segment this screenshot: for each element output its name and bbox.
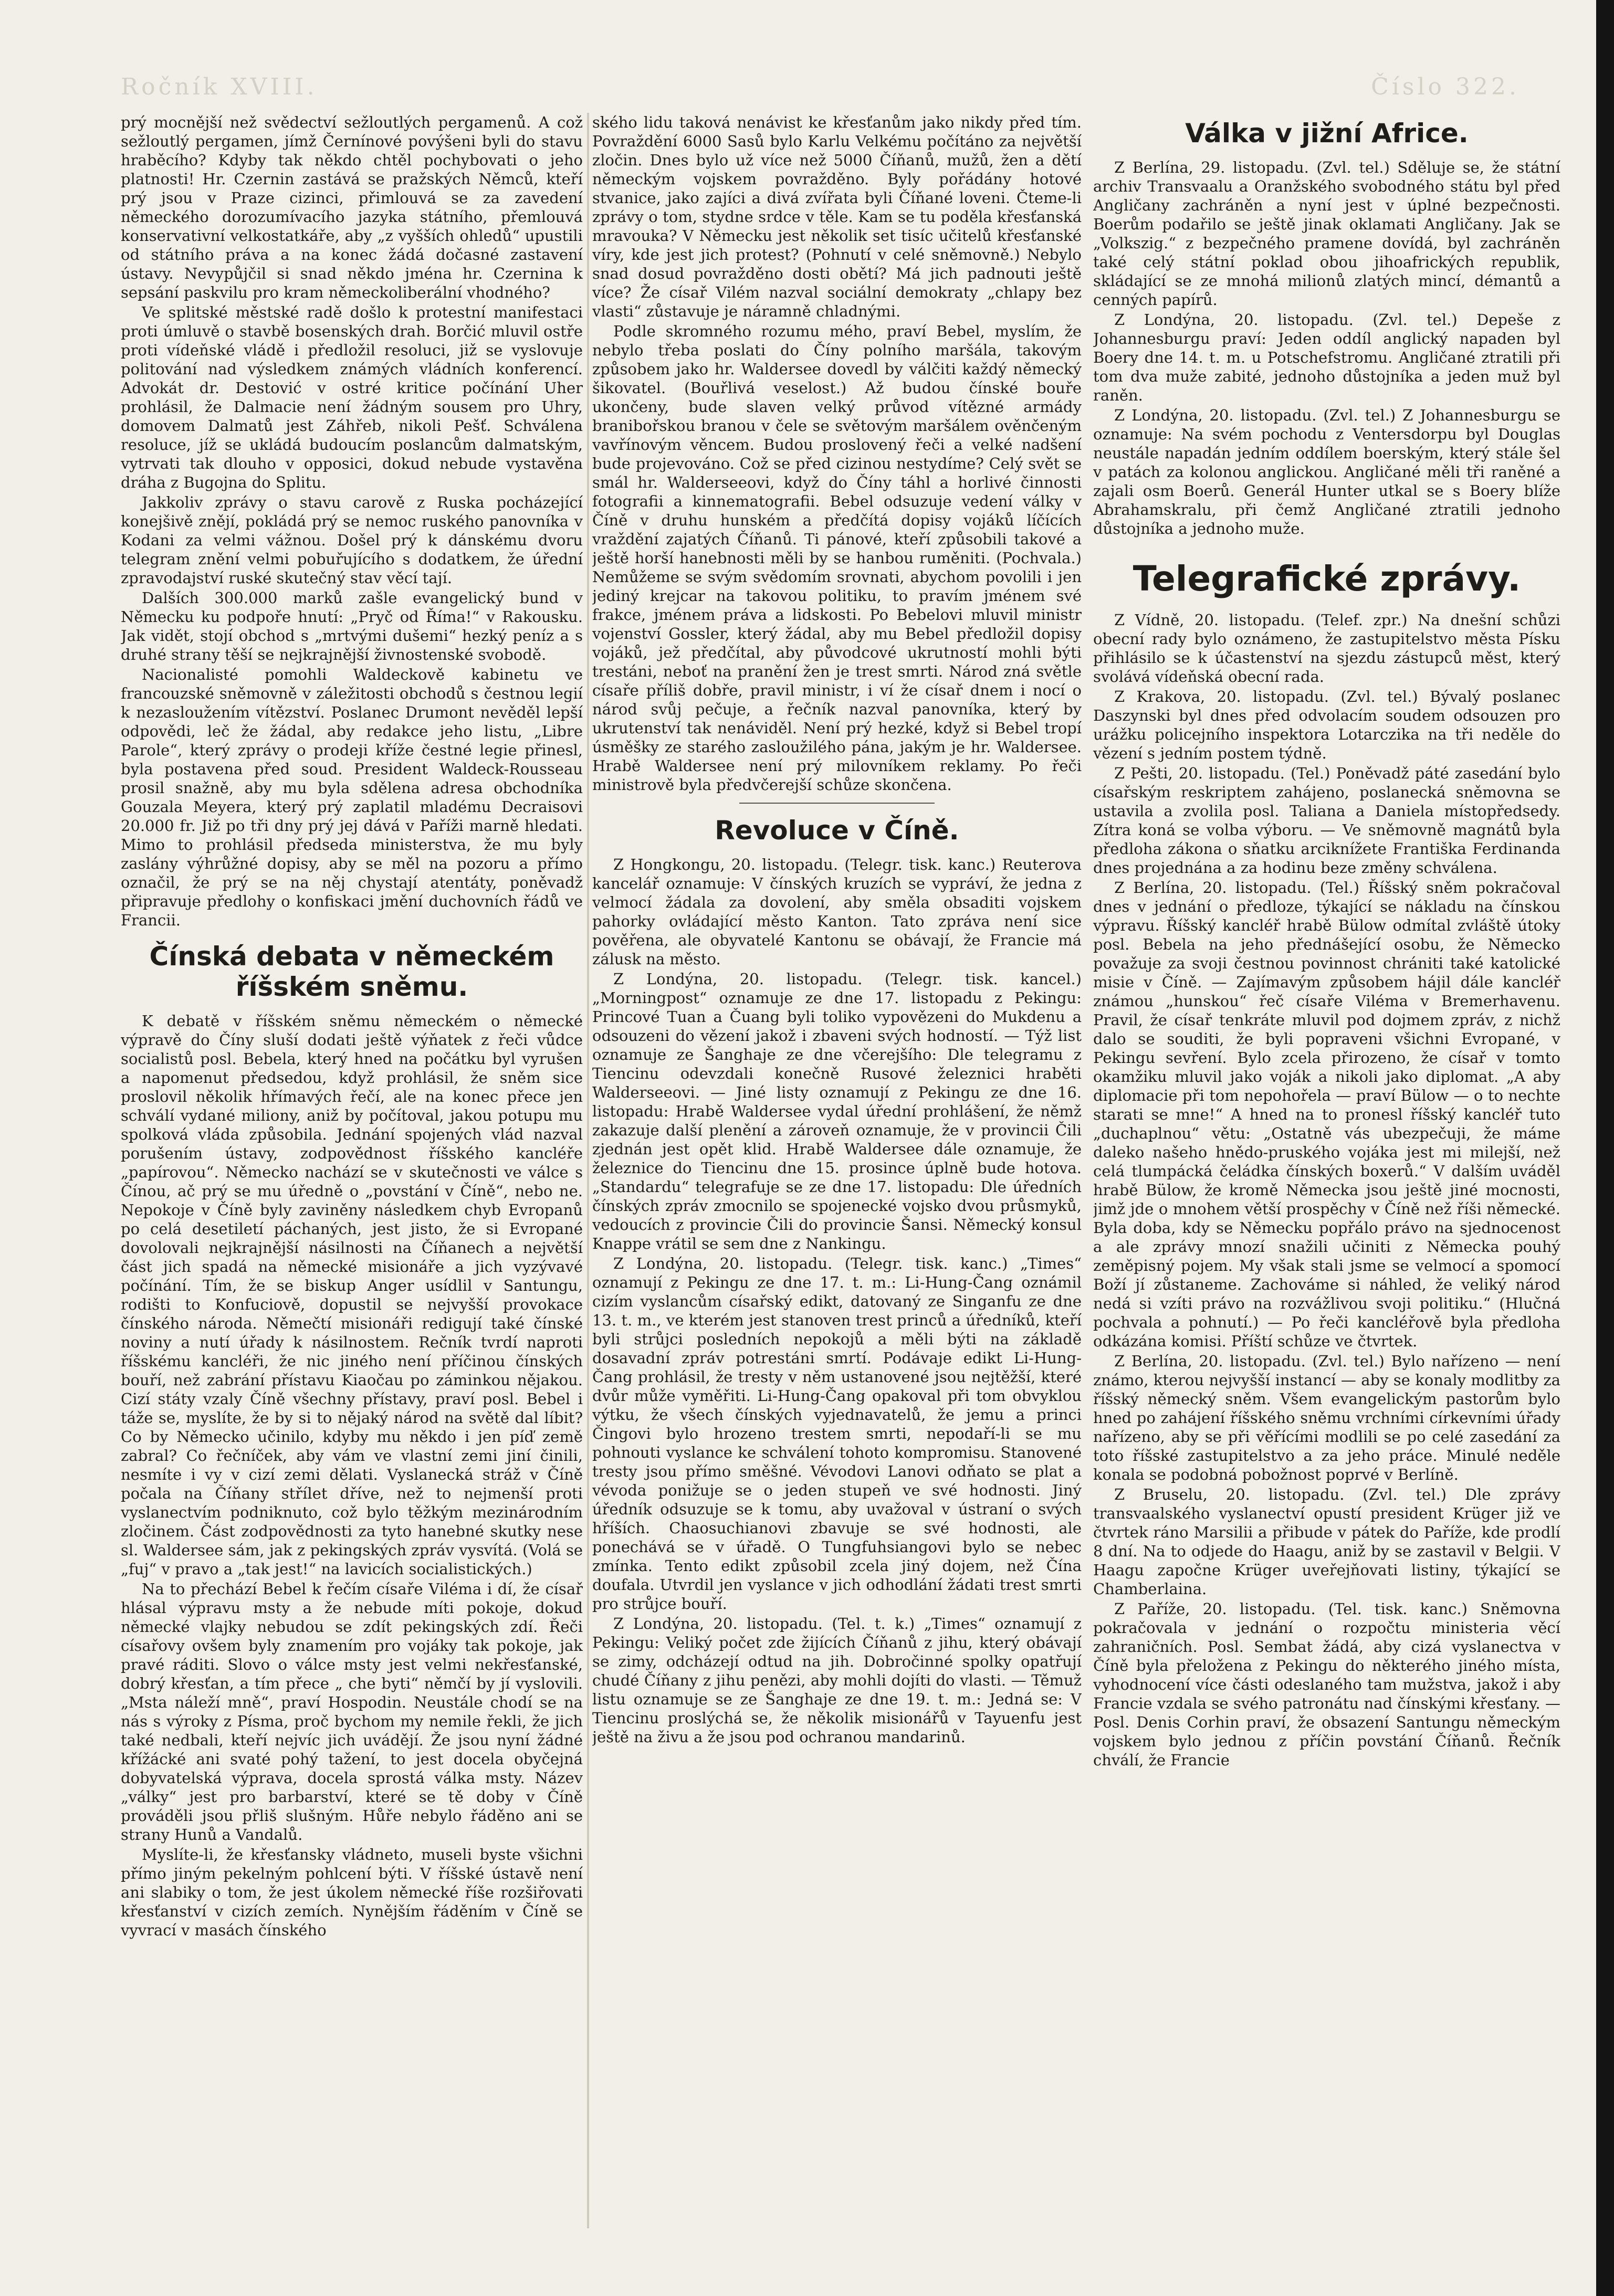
article-heading-telegraph: Telegrafické zprávy. xyxy=(1133,559,1521,599)
column-1 xyxy=(121,113,583,2218)
col2-paragraph-2: Podle skromného rozumu mého, praví Bebel, myslím, že nebylo třeba poslati do Číny polního maršála, takovým způsobem jako hr. Waldersee dovedl by válčiti každý německý šikovatel. (Bouřlivá veselost.) Až budou čínské bouře ukončeny, bude slaven velký průvod vítězné armády branibořskou branou v čele se světovým maršálem ověnčeným vavřínovým věncem. Budou proslovený řeči a velké nadšení bude projevováno. Což se před cizinou nestydíme? Celý svět se smál hr. Walderseeovi, když do Číny táhl a horlivé činnosti fotografii a kinnematografii. Bebel odsuzuje vedení války v Číně v druhu hunském a předčítá dopisy vojáků líčících vraždění zajatých Číňanů. Ti pánové, kteří způsobili takové a ještě horší hanebnosti měli by se hanbou ruměniti. (Pochvala.) Nemůžeme se svým svědomím srovnati, abychom povolili i jen jediný krejcar na takovou politiku, to pravím jménem své frakce, jménem práva a lidskosti. Po Bebelovi mluvil ministr vojenství Gossler, který žádal, aby mu Bebel předložil dopisy vojáků, jež předčítal, aby původcové ukrutností mohli býti trestáni, neboť na pranění žen je trest smrti. Národ zná světle císaře příliš dobře, pravil ministr, i ví že císař dnem i nocí o národ svůj pečuje, a řečník nazval panovníka, který by ukrutenství tak nenáviděl. Není prý hezké, když si Bebel tropí úsměšky ze starého zasloužilého pána, jakým je hr. Waldersee. Hrabě Waldersee není prý milovníkem reklamy. Po řeči ministrově byla předvčerejší schůze skončena. xyxy=(592,322,1082,794)
article-heading-revolution: Revoluce v Číně. xyxy=(715,815,959,846)
col3-paragraph-9: Z Bruselu, 20. listopadu. (Zvl. tel.) Dle zprávy transvaalského vyslanectví opustí president Krüger již ve čtvrtek ráno Marsilii a přibude v pátek do Paříže, kde prodlí 8 dní. Na to odjede do Haagu, aniž by se zastavil v Belgii. V Haagu započne Krüger uveřejňovati listiny, týkající se Chamberlaina. xyxy=(1093,1486,1560,1598)
col1-paragraph-7: Na to přechází Bebel k řečím císaře Viléma i dí, že císař hlásal výpravu msty a že nebude míti pokoje, dokud německé vlajky nebudou se zdít pekingských zdí. Řeči císařovy ovšem byly znamením pro vojáky tak pokoje, jak pravé ráditi. Slovo o válce msty jest velmi nekřesťanské, dobrý křesťan, a tím přece „ che byti“ němčí by jí vyslovili. „Msta náleží mně“, praví Hospodin. Neustále chodí se na nás s výroky z Písma, proč bychom my nemile řekli, že jich také nedbali, kteří nejvíc jich uvádějí. Že jsou nyní žádné křížácké ani svaté pohý tažení, to jest docela obyčejná dobyvatelská výprava, docela sprostá válka msty. Název „války“ jest pro barbarství, které se tě doby v Číně prováděli jsou přliš slušným. Hůře nebylo řáděno ani se strany Hunů a Vandalů. xyxy=(121,1580,583,1844)
column-3 xyxy=(1093,113,1560,2218)
col3-paragraph-7: Z Berlína, 20. listopadu. (Tel.) Říšský sněm pokračoval dnes v jednání o předloze, týkající se nákladu na čínskou výpravu. Říšský kancléř hrabě Bülow odmítal zvláště útoky posl. Bebela na jeho přednášející osobu, že Německo považuje za svoji čestnou povinnost chrániti také katolické misie v Číně. — Zajímavým způsobem hájil dále kancléř známou „hunskou“ řeč císaře Viléma v Bremerhavenu. Pravil, že císař tenkráte mluvil pod dojmem zpráv, z nichž dalo se souditi, že byli popraveni všichni Evropané, v Pekingu sevření. Bylo zcela přirozeno, že císař v tomto okamžiku mluvil jako voják a nikoli jako diplomat. „A aby diplomacie při tom nepohořela — praví Bülow — o to nechte starati se mne!“ A hned na to pronesl říšský kancléř tuto „duchaplnou“ větu: „Ostatně vás ubezpečuji, že máme daleko našeho hnědo-pruského vojáka jest mi milejší, než celá tlumpácká čeládka čínských boxerů.“ V dalším uváděl hrabě Bülow, že kromě Německa jsou ještě jiné mocnosti, jimž jde o mnohem větší prospěchy v Číně než říši německé. Byla doba, kdy se Německu popřálo právo na sjednocenost a ale zprávy mnozí snažili učiniti z Německa pouhý zeměpisný pojem. My však stali jsme se velmocí a spomocí Boží jí zůstaneme. Zachováme si náhled, že veliký národ nedá si vzíti právo na rozvážlivou svoji politiku.“ (Hlučná pochvala a pohnutí.) — Po řeči kancléřově byla předloha odkázána komisi. Příští schůze ve čtvrtek. xyxy=(1093,879,1560,1350)
col3-paragraph-8: Z Berlína, 20. listopadu. (Zvl. tel.) Bylo nařízeno — není známo, kterou nejvyšší instancí — aby se konaly modlitby za říšský německý sněm. Všem evangelickým pastorům bylo hned po zahájení říšského sněmu vrchními církevními úřady nařízeno, aby se při věřícími modlili se po celé zasedání za toto říšské zastupitelstvo a za jeho práce. Minulé neděle konala se podobná pobožnost poprvé v Berlíně. xyxy=(1093,1352,1560,1483)
article-heading-china-debate: Čínská debata v německém říšském sněmu. xyxy=(149,941,554,1002)
col1-paragraph-3: Jakkoliv zprávy o stavu carově z Ruska pocházející konejšivě znějí, pokládá prý se nemoc ruského panovníka v Kodani za velmi vážnou. Došel prý k dánskému dvoru telegram znění velmi pobuřujícího s dodatkem, že úřední zpravodajství ruské skutečný stav věcí tají. xyxy=(121,493,583,587)
col3-paragraph-2: Z Londýna, 20. listopadu. (Zvl. tel.) Depeše z Johannesburgu praví: Jeden oddíl anglický napaden byl Boery dne 14. t. m. u Potschefstromu. Angličané ztratili při tom dva muže zabité, jednoho důstojníka a jeden muž byl raněn. xyxy=(1093,311,1560,404)
col2-paragraph-5: Z Londýna, 20. listopadu. (Telegr. tisk. kanc.) „Times“ oznamují z Pekingu ze dne 17. t. m.: Li-Hung-Čang oznámil cizím vyslancům císařský edikt, datovaný ze Singanfu ze dne 13. t. m., ve kterém jest stanoven trest princů a úředníků, kteří byli strůjci posledních nepokojů a měli býti na základě dosavadní zpráv potrestáni smrtí. Podávaje edikt Li-Hung-Čang prohlásil, že tresty v něm ustanovené jsou nejtěžší, které dvůr může vyměřiti. Li-Hung-Čang opakoval při tom obvyklou výtku, že všech čínských vyjednavatelů, že jemu a princi Čingovi bylo hrozeno trestem smrti, nepodaří-li se mu pohnouti vyslance ke schválení tohoto kompromisu. Stanovené tresty jsou přímo směšné. Vévodovi Lanovi odňato se plat a vévoda ponižuje se o jeden stupeň ve své hodnosti. Jiný úředník odsuzuje se k tomu, aby uvažoval v ústraní o svých hříších. Chaosuchianovi zbavuje se své hodnosti, ale ponechává se v úřadě. O Tungfuhsiangovi bylo se nebec zmínka. Tento edikt způsobil zcela jiný dojem, než Čína doufala. Utvrdil jen vyslance v jich odhodlání žádati trest smrti pro strůjce bouří. xyxy=(592,1255,1082,1613)
col3-paragraph-10: Z Paříže, 20. listopadu. (Tel. tisk. kanc.) Sněmovna pokračovala v jednání o rozpočtu ministeria věcí zahraničních. Posl. Sembat žádá, aby cizá vyslanectva v Číně byla přeložena z Pekingu do některého jiného místa, vyhodnocení více části odeslaného tam mužstva, jakož i aby Francie vzdala se svého patronátu nad čínskými křesťany. — Posl. Denis Corhin praví, že obsazení Santungu německým vojskem bylo jednou z příčin povstání Číňanů. Řečník chválí, že Francie xyxy=(1093,1600,1560,1769)
section-rule xyxy=(739,803,935,804)
bleed-through-header xyxy=(121,73,1519,105)
col1-paragraph-5: Nacionalisté pomohli Waldeckově kabinetu ve francouzské sněmovně v záležitosti obchodů s čestnou legií k nezasloužením vítězství. Poslanec Drumont nevěděl lepší odpovědi, leč že žádal, aby redakce jeho listu, „Libre Parole“, který zprávy o prodeji kříže čestné legie přinesl, byla postavena před soud. President Waldeck-Rousseau prosil snažně, aby mu byla sdělena adresa obchodníka Gouzala Meyera, který prý zaplatil mladému Decraisovi 20.000 fr. Již po tři dny prý jej dává v Paříži marně hledati. Mimo to prohlásil předseda ministerstva, že mu byly zaslány výhrůžné dopisy, aby se měl na pozoru a přímo označil, že prý se na něj chystají atentáty, poněvadž připravuje předlohy o konfiskaci jmění duchovních řádů ve Francii. xyxy=(121,666,583,929)
col2-paragraph-4: Z Londýna, 20. listopadu. (Telegr. tisk. kancel.) „Morningpost“ oznamuje ze dne 17. listopadu z Pekingu: Princové Tuan a Čuang byli toliko vypovězeni do Mukdenu a odsouzeni do vězení jakož i zbaveni svých hodností. — Týž list oznamuje ze Šanghaje ze dne včerejšího: Dle telegramu z Tiencinu odevzdali konečně Rusové železnici hraběti Walderseeovi. — Jiné listy oznamují z Pekingu ze dne 16. listopadu: Hrabě Waldersee vydal úřední prohlášení, že němž zakazuje další plenění a zároveň oznamuje, že v provincii Čili zjednán jest opět klid. Hrabě Waldersee dále oznamuje, že železnice do Tiencinu dne 15. prosince úplně bude hotova. „Standardu“ telegrafuje se ze dne 17. listopadu: Dle úředních čínských zpráv zmocnilo se spojenecké vojsko dvou průsmyků, vedoucích z provincie Čili do provincie Šansi. Německý konsul Knappe vrátil se sem dne z Nankingu. xyxy=(592,970,1082,1252)
col3-paragraph-6: Z Pešti, 20. listopadu. (Tel.) Poněvadž páté zasedání bylo císařským reskriptem zahájeno, poslanecká sněmovna se ustavila a zvolila posl. Taliana a Daniela místopředsedy. Zítra koná se volba výboru. — Ve sněmovně magnátů byla předloha zákona o sňatku arciknížete Františka Ferdinanda dnes projednána a za hodinu beze změny schválena. xyxy=(1093,764,1560,877)
article-heading-south-africa: Válka v jižní Africe. xyxy=(1185,118,1469,149)
column-fold xyxy=(587,113,589,2228)
col1-paragraph-2: Ve splitské městské radě došlo k protestní manifestaci proti úmluvě o stavbě bosenských drah. Borčić mluvil ostře proti vídeňské vládě i předložil resoluci, již se vyslovuje politování nad výsledkem známých vládních konferencí. Advokát dr. Destović v ostré kritice počínání Uher prohlásil, že Dalmacie není žádným sousem pro Uhry, domovem Dalmatů jest Záhřeb, nikoli Pešť. Schválena resoluce, jíž se ukládá budoucím poslancům dalmatským, vytrvati tak dlouho v opposici, dokud nebude vystavěna dráha z Bugojna do Splitu. xyxy=(121,303,583,491)
col1-paragraph-1: prý mocnější než svědectví sežloutlých pergamenů. A což sežloutlý pergamen, jímž Černínové povýšeni byli do stavu hraběcího? Kdyby tak někdo chtěl pochybovati o jeho platnosti! Hr. Czernin zastává se pražských Němců, kteří prý jsou v Praze cizinci, přimlouvá se za zavedení německého dorozumívacího jazyka státního, přemlouvá konservativní velkostatkáře, aby „z vyšších ohledů“ upustili od státního práva a na konec žádá dočasné zastavení ústavy. Nevypůjčil si snad někdo jména hr. Czernina k sepsání paskvilu pro kram německoliberální vhodného? xyxy=(121,113,583,301)
col2-paragraph-6: Z Londýna, 20. listopadu. (Tel. t. k.) „Times“ oznamují z Pekingu: Veliký počet zde žijících Číňanů z jihu, který obávají se zimy, odcházejí odtud na jih. Dobročinné spolky opatřují chudé Číňany z jihu penězi, aby mohli dojíti do vlasti. — Těmuž listu oznamuje se ze Šanghaje ze dne 19. t. m.: Jedná se: V Tiencinu proslýchá se, že několik misionářů v Tayuenfu jest ještě na živu a že jsou pod ochranou mandarinů. xyxy=(592,1615,1082,1746)
col3-paragraph-3: Z Londýna, 20. listopadu. (Zvl. tel.) Z Johannesburgu se oznamuje: Na svém pochodu z Ventersdorpu byl Douglas neustále napadán jedním oddílem boerským, který stále šel v patách za kolonou anglickou. Angličané měli tři raněné a zajali osm Boerů. Generál Hunter utkal se s Boery blíže Abrahamskralu, při čemž Angličané ztratili jednoho důstojníka a jednoho muže. xyxy=(1093,406,1560,538)
col1-paragraph-6: K debatě v říšském sněmu německém o německé výpravě do Číny sluší dodati ještě výňatek z řeči vůdce socialistů posl. Bebela, který hned na počátku byl vyrušen a napomenut předsedou, když prohlásil, že sněm sice proslovil několik hřímavých řečí, ale na konec přece jen schválí vydané miliony, aniž by počítoval, jakou potupu mu spolková vláda způsobila. Jednání spojených vlád nazval porušením ústavy, zodpovědnost říšského kancléře „papírovou“. Německo nachází se v skutečnosti ve válce s Čínou, ač prý se mu úředně o „povstání v Číně“, nebo ne. Nepokoje v Číně byly zaviněny následkem chyb Evropanů po celá desetiletí páchaných, jest jisto, že si Evropané dovolovali nejkrajnější násilnosti na Číňanech a největší část jich spadá na německé misionáře a jich vyzývavé počínání. Tím, že se biskup Anger usídlil v Santungu, rodišti to Konfuciově, dopustil se nejvyšší provokace čínského národa. Němečtí misionáři redigují také čínské noviny a nutí úřady k násilnostem. Rečník tvrdí naproti říšskému kancléři, že nic jiného není příčinou čínských bouří, než zabrání přístavu Kiaočau po záminkou nějakou. Cizí státy vzaly Číně všechny přístavy, praví posl. Bebel i táže se, myslíte, že by si to nějaký národ na světě dal líbit? Co by Německo učinilo, kdyby mu někdo i jen píď země zabral? Co řečníček, aby vám ve vlastní zemi jiní činili, nesmíte i vy v cizí zemi dělati. Vyslanecká stráž v Číně počala na Číňany střílet dříve, než to nejmenší proti vyslanectvím podniknuto, což bylo těžkým mezinárodním zločinem. Část zodpovědnosti za tyto hanebné skutky nese sl. Waldersee sám, jak z pekingských zpráv vysvítá. (Volá se „fuj“ v pravo a „tak jest!“ na lavicích socialistických.) xyxy=(121,1012,583,1578)
col1-paragraph-4: Dalších 300.000 marků zašle evangelický bund v Německu ku podpoře hnutí: „Pryč od Říma!“ v Rakousku. Jak vidět, stojí obchod s „mrtvými dušemi“ hezký peníz a s druhé strany těší se nejkrajnější živnostenské svobodě. xyxy=(121,589,583,663)
col2-paragraph-1: ského lidu taková nenávist ke křesťanům jako nikdy před tím. Povraždění 6000 Sasů bylo Karlu Velkému počítáno za největší zločin. Dnes bylo už více než 5000 Číňanů, mužů, žen a dětí německým vojskem povražděno. Byly pořádány hotové stvanice, jako zajíci a divá zvířata byli Číňané loveni. Čteme-li zprávy o tom, stydne srdce v těle. Kam se tu poděla křesťanská mravouka? V Německu jest několik set tisíc učitelů křesťanské víry, kde jest jich protest? (Pohnutí v celé sněmovně.) Nebylo snad dosud povražděno dosti obětí? Má jich padnouti ještě více? Že císař Vilém nazval sociální demokraty „chlapy bez vlasti“ zůstavuje je náramně chladnými. xyxy=(592,113,1082,320)
col1-paragraph-8: Myslíte-li, že křesťansky vládneto, museli byste všichni přímo jiným pekelným pohlcení býti. V říšské ústavě není ani slabiky o tom, že jest úkolem německé říše rozšiřovati křesťanství v cizích zemích. Nynějším řáděním v Číně se vyvrací v masách čínského xyxy=(121,1846,583,1939)
ghost-header-right: Číslo 322. xyxy=(1371,73,1519,100)
col3-paragraph-4: Z Vídně, 20. listopadu. (Telef. zpr.) Na dnešní schůzi obecní rady bylo oznámeno, že zastupitelstvo města Písku přihlásilo se k účastenství na sjezdu zástupců měst, který svolává vídeňská obecní rada. xyxy=(1093,611,1560,686)
column-2 xyxy=(592,113,1082,2218)
col2-paragraph-3: Z Hongkongu, 20. listopadu. (Telegr. tisk. kanc.) Reuterova kancelář oznamuje: V čínských kruzích se vypráví, že jedna z velmocí žádala za dovolení, aby směla obsaditi vojskem pahorky ovládající město Kanton. Tato zpráva není sice pověřena, ale obyvatelé Kantonu se obávají, že Francie má zálusk na město. xyxy=(592,856,1082,968)
ghost-header-left: Ročník XVIII. xyxy=(121,73,318,100)
col3-paragraph-1: Z Berlína, 29. listopadu. (Zvl. tel.) Sděluje se, že státní archiv Transvaalu a Oranžského svobodného státu byl před Angličany zachráněn a nyní jest v úplné bezpečnosti. Boerům podařilo se ještě jinak oklamati Angličany. Jak se „Volkszig.“ z bezpečného pramene dovídá, byl zachráněn také celý státní poklad obou jihoafrických republik, skládající se ze mnohá milionů zlatých mincí, démantů a cenných papírů. xyxy=(1093,159,1560,309)
scan-border xyxy=(1596,0,1614,2296)
col3-paragraph-5: Z Krakova, 20. listopadu. (Zvl. tel.) Bývalý poslanec Daszynski byl dnes před odvolacím soudem odsouzen pro urážku policejního inspektora Lotarczika na tři neděle do vězení s jedním postem týdně. xyxy=(1093,688,1560,762)
